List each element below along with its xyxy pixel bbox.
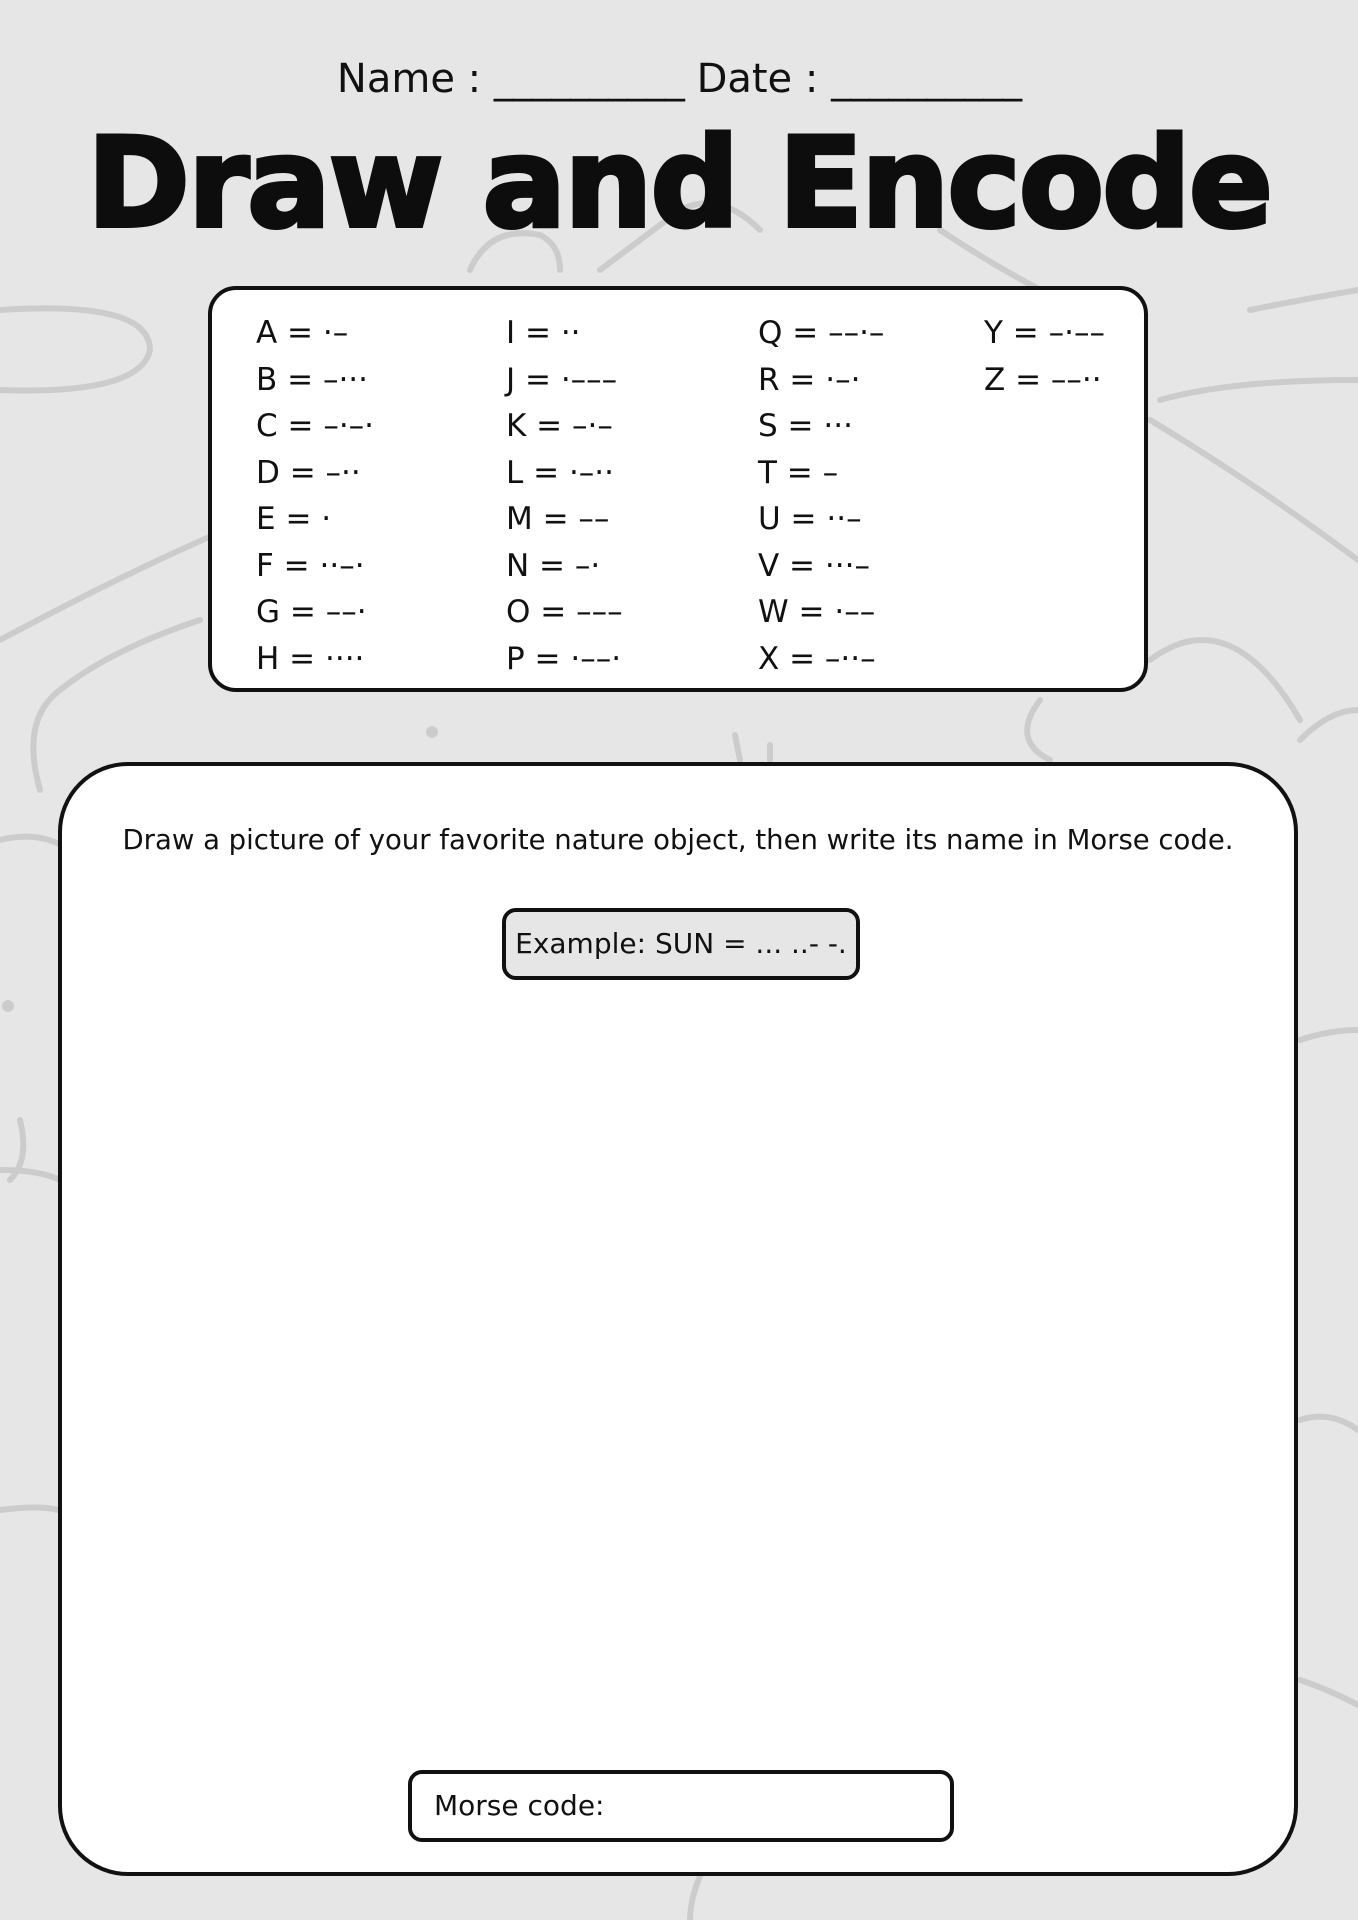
morse-column-2 [506, 310, 623, 682]
morse-entry: R = ·–· [758, 361, 861, 398]
name-field[interactable]: __________ [493, 56, 684, 102]
morse-entry: G = ––· [256, 594, 367, 630]
morse-entry: Q = ––·– [758, 315, 885, 351]
morse-column-4 [984, 310, 1105, 403]
drawing-activity-panel [58, 762, 1298, 1876]
name-date-line [0, 56, 1358, 102]
instructions-text: Draw a picture of your favorite nature object, then write its name in Morse code. [122, 824, 1234, 856]
morse-entry: O = ––– [506, 594, 623, 630]
date-field[interactable]: __________ [831, 56, 1022, 102]
morse-entry: W = ·–– [758, 594, 876, 630]
morse-entry: U = ··– [758, 501, 862, 537]
morse-code-key [208, 286, 1148, 692]
morse-entry: Z = ––·· [984, 361, 1102, 398]
morse-entry: J = ·––– [506, 361, 618, 398]
morse-entry: Y = –·–– [984, 315, 1105, 351]
date-label: Date : [696, 56, 819, 102]
morse-entry: D = –·· [256, 454, 361, 491]
morse-entry: B = –··· [256, 361, 369, 398]
morse-entry: P = ·––· [506, 640, 622, 677]
morse-entry: V = ···– [758, 547, 870, 584]
morse-entry: A = ·– [256, 315, 349, 351]
morse-entry: I = ·· [506, 315, 581, 351]
page-title: Draw and Encode [87, 112, 1271, 256]
morse-column-1 [256, 310, 374, 682]
morse-column-3 [758, 310, 884, 682]
morse-answer-field[interactable] [408, 1770, 954, 1842]
morse-entry: E = · [256, 501, 332, 537]
morse-entry: F = ··–· [256, 547, 365, 584]
morse-entry: K = –·– [506, 408, 613, 444]
example-box [502, 908, 860, 980]
drawing-area[interactable] [122, 1006, 1242, 1506]
morse-entry: T = – [758, 454, 839, 491]
morse-entry: X = –··– [758, 640, 876, 677]
morse-entry: C = –·–· [256, 408, 375, 444]
morse-entry: L = ·–·· [506, 454, 615, 491]
name-label: Name : [336, 56, 482, 102]
example-text: Example: SUN = ... ..- -. [515, 927, 847, 960]
morse-answer-label: Morse code: [434, 1789, 605, 1822]
morse-entry: M = –– [506, 501, 610, 537]
morse-entry: N = –· [506, 547, 601, 584]
morse-entry: S = ··· [758, 408, 853, 444]
morse-entry: H = ···· [256, 640, 365, 677]
